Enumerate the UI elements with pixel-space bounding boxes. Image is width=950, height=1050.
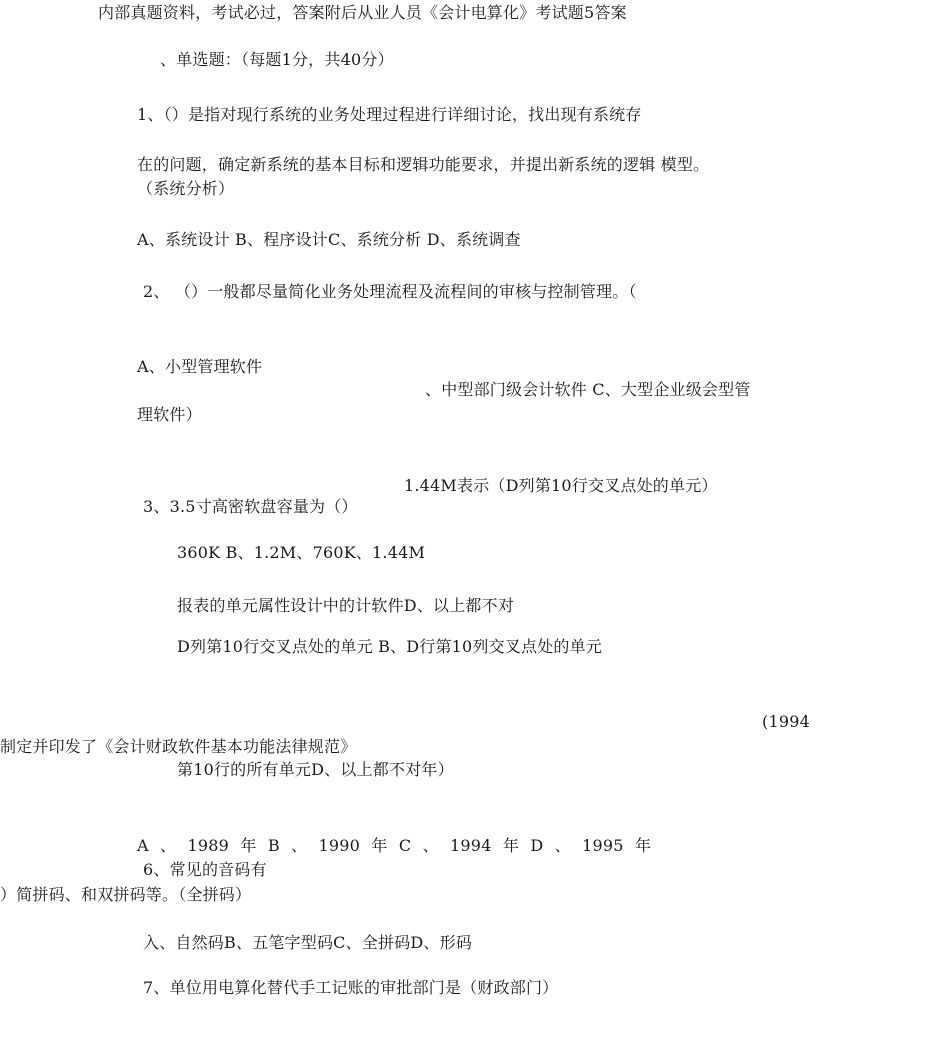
document-title: 内部真题资料，考试必过，答案附后从业人员《会计电算化》考试题5答案 xyxy=(98,3,627,22)
question-6-line-2: ）简拼码、和双拼码等。（全拼码） xyxy=(0,885,252,904)
question-1-options: A、系统设计 B、程序设计C、系统分析 D、系统调查 xyxy=(137,230,521,249)
question-3-answer: 1.44M表示（D列第10行交叉点处的单元） xyxy=(404,476,718,495)
question-3-line-1: 3、3.5寸高密软盘容量为（） xyxy=(143,497,358,516)
fragment-law: 制定并印发了《会计财政软件基本功能法律规范》 xyxy=(0,737,357,756)
question-6-options: 入、自然码B、五笔字型码C、全拼码D、形码 xyxy=(143,933,473,952)
question-2-option-a: A、小型管理软件 xyxy=(137,357,263,376)
question-1-line-2: 在的问题，确定新系统的基本目标和逻辑功能要求，并提出新系统的逻辑 模型。 xyxy=(137,155,710,174)
question-1-answer: （系统分析） xyxy=(137,179,235,198)
question-6-line-1: 6、常见的音码有 xyxy=(143,860,267,879)
question-1-line-1: 1、（）是指对现行系统的业务处理过程进行详细讨论，找出现有系统存 xyxy=(137,105,642,124)
question-5-options: A 、 1989 年 B 、 1990 年 C 、 1994 年 D 、 1995 年 xyxy=(137,836,652,855)
fragment-cell-attribute: 报表的单元属性设计中的计软件D、以上都不对 xyxy=(177,596,515,615)
question-7-line-1: 7、单位用电算化替代手工记账的审批部门是（财政部门） xyxy=(143,978,559,997)
question-2-options-b-c: 、中型部门级会计软件 C、大型企业级会型管 xyxy=(425,380,751,399)
fragment-row-options: 第10行的所有单元D、以上都不对年） xyxy=(177,760,454,779)
question-2-tail: 理软件） xyxy=(137,405,202,424)
fragment-year: (1994 xyxy=(762,712,810,731)
section-heading: 、单选题：（每题1分，共40分） xyxy=(160,50,394,69)
question-2-line-1: 2、 （）一般都尽量简化业务处理流程及流程间的审核与控制管理。（ xyxy=(143,282,637,301)
fragment-cell-options: D列第10行交叉点处的单元 B、D行第10列交叉点处的单元 xyxy=(177,637,603,656)
question-3-options: 360K B、1.2M、760K、1.44M xyxy=(177,543,426,562)
